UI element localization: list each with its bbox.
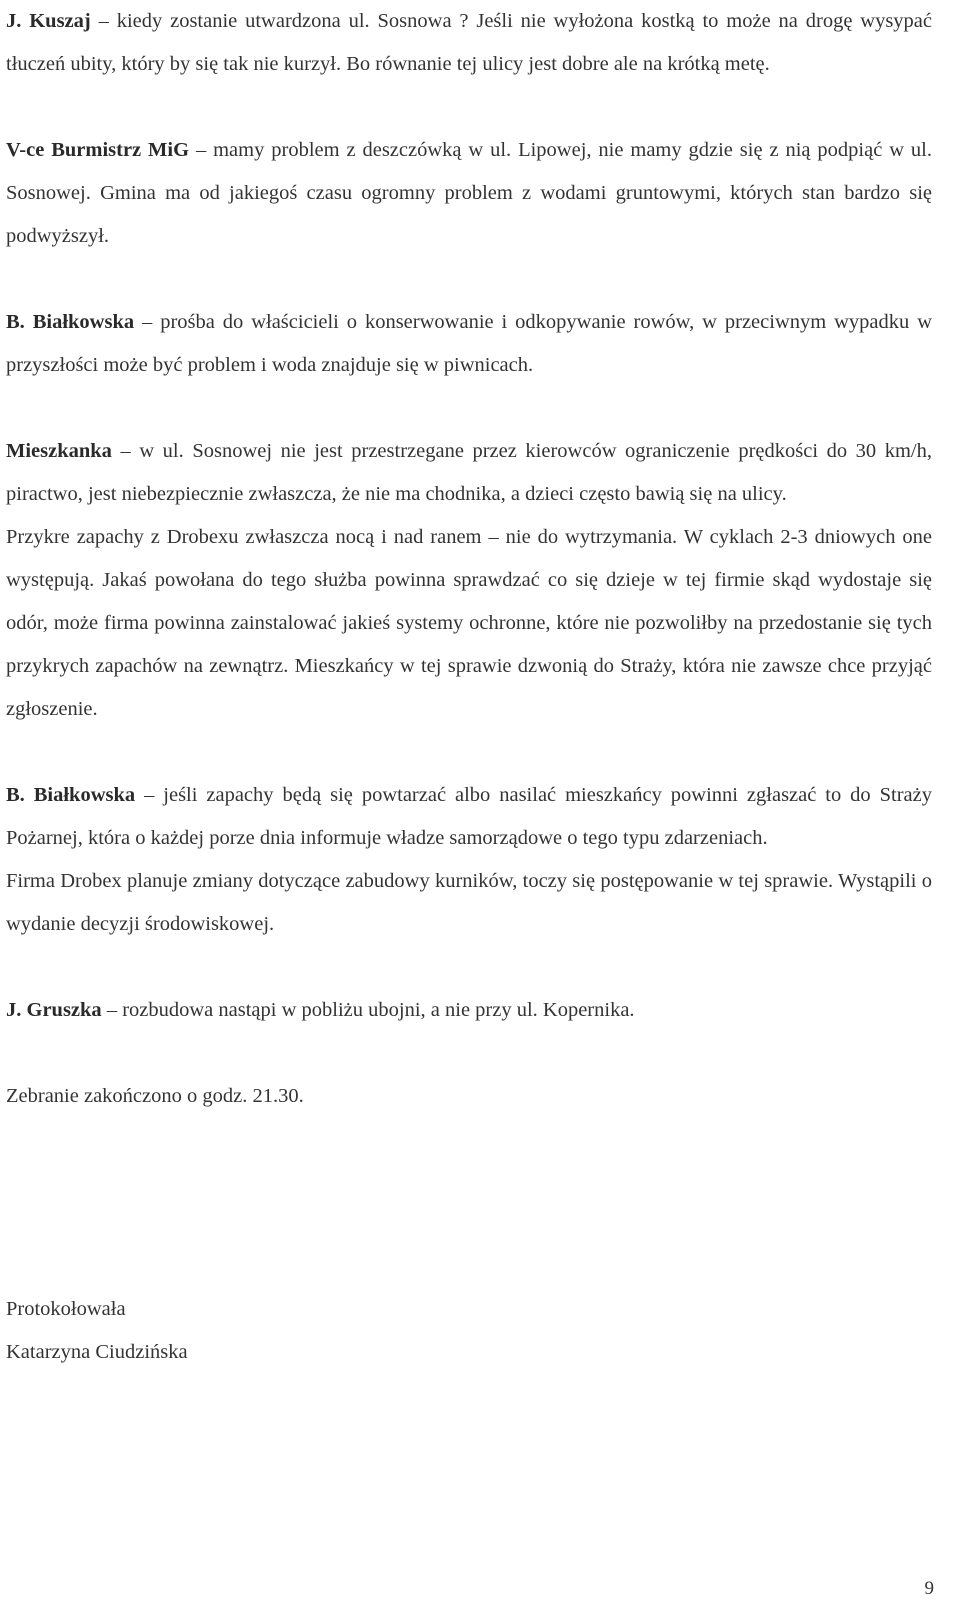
speaker-name: B. Białkowska (6, 784, 136, 806)
speaker-name: B. Białkowska (6, 311, 135, 333)
speaker-name: J. Gruszka (6, 999, 102, 1021)
paragraph-bialkowska-1 (6, 301, 932, 387)
spacer (6, 1118, 932, 1288)
statement-text: – mamy problem z deszczówką w ul. Lipowej, nie mamy gdzie się z nią podpiąć w ul. Sosnowej. Gmina ma od jakiegoś czasu ogromny problem z wodami gruntowymi, których stan bardzo się podwyższył. (6, 139, 932, 247)
statement-text: – kiedy zostanie utwardzona ul. Sosnowa ? Jeśli nie wyłożona kostką to może na drogę wysypać tłuczeń ubity, który by się tak nie kurzył. Bo równanie tej ulicy jest dobre ale na krótką metę. (6, 10, 932, 75)
paragraph-kuszaj (6, 0, 932, 86)
signature-name: Katarzyna Ciudzińska (6, 1341, 188, 1363)
speaker-name: Mieszkanka (6, 440, 112, 462)
signature-role: Protokołowała (6, 1298, 126, 1320)
paragraph-resident-continued: Przykre zapachy z Drobexu zwłaszcza nocą i nad ranem – nie do wytrzymania. W cyklach 2-3 dniowych one występują. Jakaś powołana do tego służba powinna sprawdzać co się dzieje w tej firmie skąd wydostaje się odór, może firma powinna zainstalować jakieś systemy ochronne, które nie pozwoliłby na przedostanie się tych przykrych zapachów na zewnątrz. Mieszkańcy w tej sprawie dzwonią do Straży, która nie zawsze chce przyjąć zgłoszenie. (6, 526, 932, 720)
spacer (6, 731, 932, 774)
speaker-name: V-ce Burmistrz MiG (6, 139, 190, 161)
paragraph-gruszka (6, 989, 932, 1032)
paragraph-resident (6, 430, 932, 516)
spacer (6, 1032, 932, 1075)
speaker-name: J. Kuszaj (6, 10, 91, 32)
spacer (6, 946, 932, 989)
statement-text: – rozbudowa nastąpi w pobliżu ubojni, a nie przy ul. Kopernika. (101, 999, 635, 1021)
spacer (6, 258, 932, 301)
document-page (6, 0, 932, 1374)
spacer (6, 86, 932, 129)
spacer (6, 387, 932, 430)
page-number: 9 (924, 1578, 934, 1599)
closing-statement: Zebranie zakończono o godz. 21.30. (6, 1085, 304, 1107)
paragraph-drobex-plans: Firma Drobex planuje zmiany dotyczące zabudowy kurników, toczy się postępowanie w tej sprawie. Wystąpili o wydanie decyzji środowiskowej. (6, 870, 932, 935)
statement-text: – w ul. Sosnowej nie jest przestrzegane przez kierowców ograniczenie prędkości do 30 km/h, piractwo, jest niebezpiecznie zwłaszcza, że nie ma chodnika, a dzieci często bawią się na ulicy. (6, 440, 932, 505)
statement-text: – jeśli zapachy będą się powtarzać albo nasilać mieszkańcy powinni zgłaszać to do Straży Pożarnej, która o każdej porze dnia informuje władze samorządowe o tego typu zdarzeniach. (6, 784, 932, 849)
paragraph-vice-mayor (6, 129, 932, 258)
statement-text: – prośba do właścicieli o konserwowanie i odkopywanie rowów, w przeciwnym wypadku w przyszłości może być problem i woda znajduje się w piwnicach. (6, 311, 932, 376)
paragraph-bialkowska-2 (6, 774, 932, 860)
